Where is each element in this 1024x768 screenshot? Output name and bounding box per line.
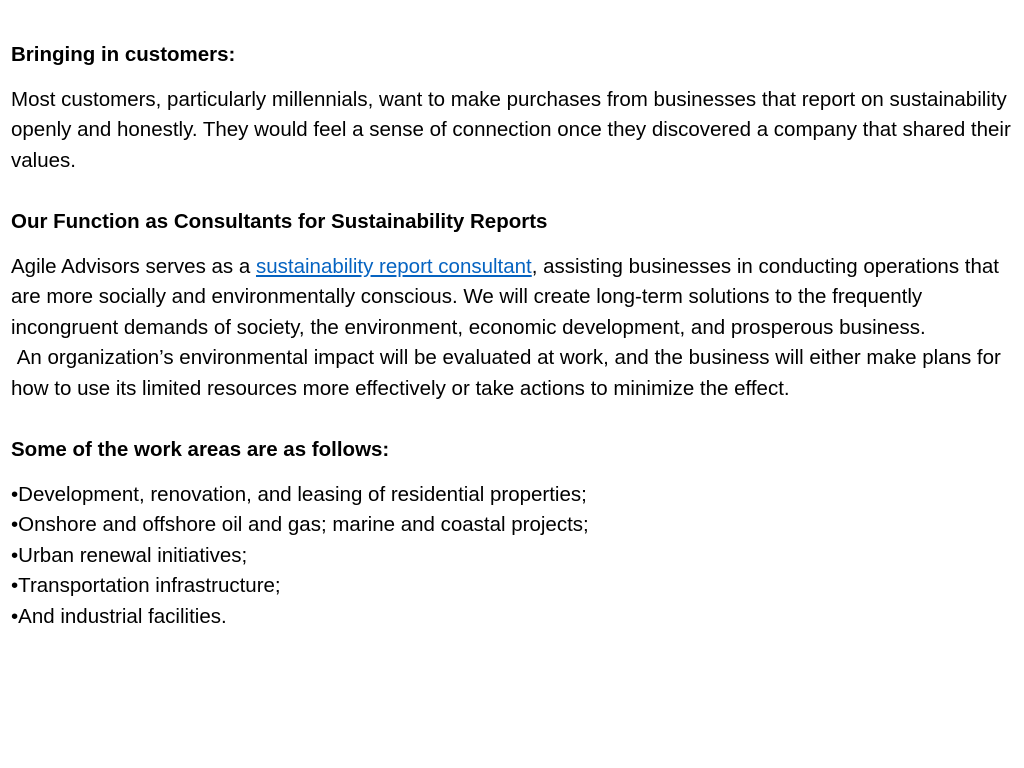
work-areas-list — [11, 480, 1011, 633]
paragraph-text-before-link: Agile Advisors serves as a — [11, 254, 256, 278]
list-item: •Transportation infrastructure; — [11, 574, 281, 597]
list-item: •And industrial facilities. — [11, 604, 227, 628]
section-heading-customers: Bringing in customers: — [11, 43, 236, 66]
spacer — [11, 176, 1011, 207]
sustainability-consultant-link[interactable]: sustainability report consultant — [255, 254, 532, 278]
section-heading-work-areas: Some of the work areas are as follows: — [11, 438, 390, 461]
paragraph-customers: Most customers, particularly millennials, want to make purchases from businesses that report on sustainability openly and honestly. They would feel a sense of connection once they discovered a company that shared their values. — [11, 87, 1011, 172]
spacer — [11, 238, 1011, 252]
list-item: •Development, renovation, and leasing of residential properties; — [11, 482, 587, 506]
spacer — [11, 404, 1011, 435]
spacer — [11, 71, 1011, 85]
list-item: •Onshore and offshore oil and gas; marine and coastal projects; — [11, 513, 589, 536]
document-body — [11, 40, 1011, 632]
list-item: •Urban renewal initiatives; — [11, 543, 248, 567]
paragraph-function — [11, 252, 1011, 344]
paragraph-text-after-link: , assisting businesses in conducting operations that are more socially and environmentally conscious. We will create long-term solutions to the frequently incongruent demands of society, the environment, economic development, and prosperous business. — [11, 254, 999, 339]
section-heading-function: Our Function as Consultants for Sustainability Reports — [11, 210, 548, 233]
paragraph-impact: An organization’s environmental impact will be evaluated at work, and the business will either make plans for how to use its limited resources more effectively or take actions to minimize the effect. — [11, 346, 1007, 400]
spacer — [11, 466, 1011, 480]
